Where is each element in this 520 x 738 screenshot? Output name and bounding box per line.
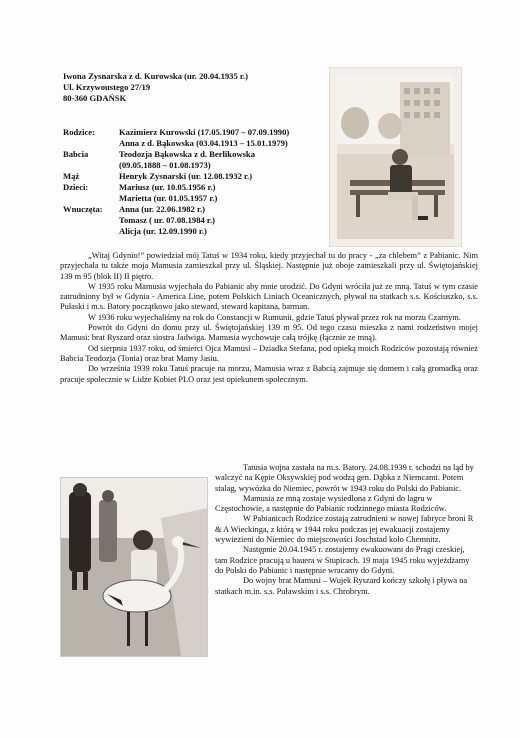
- family-row: Dzieci: Mariusz (ur. 10.05.1956 r.): [63, 182, 216, 192]
- main-narrative: [60, 251, 478, 385]
- family-row: Marietta (ur. 01.05.1957 r.): [119, 193, 218, 203]
- photo-man-on-bench: [330, 68, 461, 246]
- paragraph: W 1935 roku Mamusia wyjechała do Pabianic aby mnie urodzić. Do Gdyni wróciła już ze mną. Tatuś w tym czasie zatrudniony był w Gdynia - America Line, potem Polskich Liniach Oceanicznych, pływał na statkach s.s. Kościuszko, s.s. Pułaski i m.s. Batory początkowo jako steward, steward kapitana, barman.: [60, 281, 478, 312]
- family-row: Anna z d. Bąkowska (03.04.1913 – 15.01.1979): [119, 138, 288, 148]
- family-row: Mąż Henryk Zysnarski (ur. 12.08.1932 r.): [63, 171, 253, 181]
- family-row: Wnuczęta: Anna (ur. 22.06.1982 r.): [63, 204, 206, 214]
- author-name: Iwona Zysnarska z d. Kurowska (ur. 20.04.1935 r.): [63, 71, 248, 81]
- family-list: [63, 127, 289, 237]
- family-row: (09.05.1888 – 01.08.1973): [119, 160, 211, 170]
- author-address-block: [63, 71, 248, 104]
- side-narrative: [215, 463, 477, 597]
- paragraph: Do września 1939 roku Tatuś pracuje na morzu, Mamusia wraz z Babcią zajmuje się domem i całą gromadką oraz pracuje społecznie w Lidze Kobiet PLO oraz jest opiekunem społecznym.: [60, 364, 478, 384]
- paragraph: Następnie 20.04.1945 r. zostajemy ewakuowani do Pragi czeskiej, tam Rodzice pracują u bauera w Stupicach. 19 maja 1945 roku wyjeżdżamy do Polski do Pabianic i następnie wracamy do Gdyni.: [215, 545, 470, 575]
- paragraph: W Pabianicach Rodzice zostają zatrudnieni w nowej fabryce broni R & A Wieckinga, z którą w 1944 roku podczas jej ewakuacji zostajemy wywiezieni do Niemiec do miejscowości Joschstad koło Chemnitz.: [215, 514, 474, 545]
- paragraph: Mamusia ze mną zostaje wysiedlona z Gdyni do lagru w Częstochowie, a następnie do Pabianic rodzinnego miasta Rodziców.: [215, 493, 447, 514]
- photo-child-with-stork: [61, 478, 207, 656]
- paragraph: „Witaj Gdynio!” powiedział mój Tatuś w 1934 roku, kiedy przyjechał tu do pracy - „za chlebem” z Pabianic. Nim przyjechała tu także moja Mamusia zamieszkał przy ul. Śląskiej. Następnie już oboje zamieszkali przy ul. Świętojańskiej 139 m 95 (blok II) II piętro.: [60, 251, 478, 281]
- paragraph: Tatusia wojna zastała na m.s. Batory. 24.08.1939 r. schodzi na ląd by walczyć na Kępie Oksywskiej pod wodzą gen. Dąbka z Niemcami. Potem stalag, wywózka do Niemiec, powrót w 1943 roku do Polski do Pabianic.: [215, 463, 474, 493]
- paragraph: Powrót do Gdyni do domu przy ul. Świętojańskiej 139 m 95. Od tego czasu mieszka z nami rodzeństwo mojej Mamusi: brat Ryszard oraz siostra Jadwiga. Mamusia wychowuje całą trójkę (łącznie ze mną).: [60, 323, 478, 343]
- family-row: Rodzice: Kazimierz Kurowski (17.05.1907 – 07.09.1990): [63, 127, 290, 137]
- paragraph: W 1936 roku wyjechaliśmy na rok do Constancji w Rumunii, gdzie Tatuś pływał przez rok na morzu Czarnym.: [88, 312, 461, 322]
- paragraph: Do wojny brat Mamusi – Wujek Ryszard kończy szkołę i pływa na statkach m.in. s.s. Puławskim i s.s. Chrobrym.: [215, 576, 468, 596]
- family-row: Babcia Teodozja Bąkowska z d. Berlikowska: [63, 149, 256, 159]
- photo-man-on-bench-image: [330, 68, 461, 246]
- paragraph: Od sierpnia 1937 roku, od śmierci Ojca Mamusi – Dziadka Stefana, pod opieką moich Rodziców pozostają również Babcia Teodozja (Tonia) oraz brat Mamy Jasiu.: [60, 343, 478, 363]
- street-address: Ul. Krzywoustego 27/19: [63, 82, 151, 92]
- family-row: Tomasz ( ur. 07.08.1984 r.): [119, 215, 215, 225]
- family-row: Alicja (ur. 12.09.1990 r.): [119, 226, 207, 236]
- postal-city: 80-360 GDAŃSK: [63, 93, 127, 103]
- photo-child-with-stork-image: [61, 478, 207, 656]
